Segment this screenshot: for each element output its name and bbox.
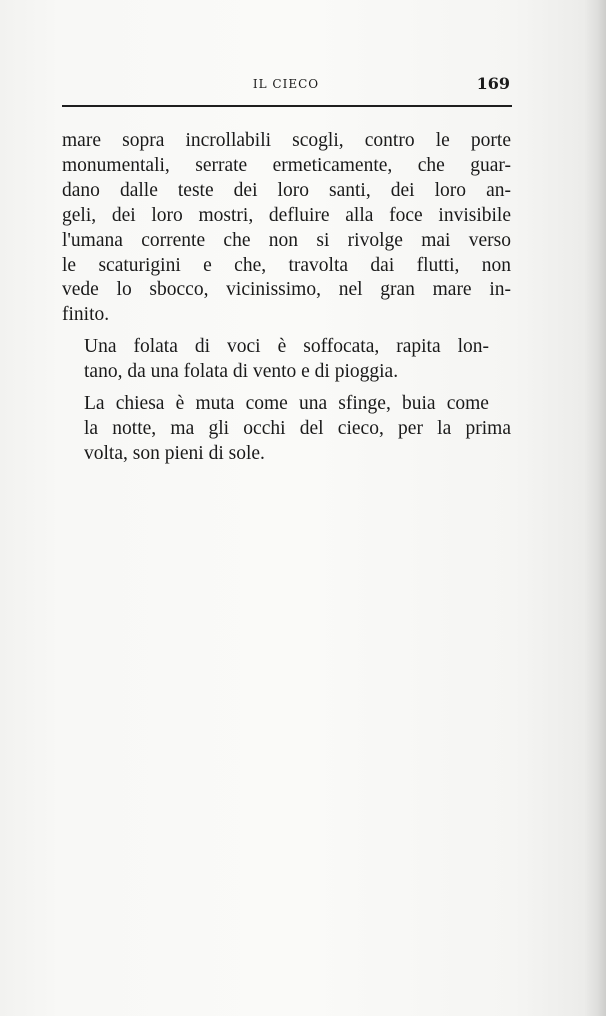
text-line: La chiesa è muta come una sfinge, buia come <box>84 393 489 415</box>
paragraph-2 <box>62 335 511 385</box>
running-title: IL CIECO <box>252 77 320 91</box>
text-line: geli, dei loro mostri, defluire alla foce invisibile <box>62 204 511 226</box>
running-head <box>62 74 510 96</box>
text-line: Una folata di voci è soffocata, rapita lon- <box>84 336 490 358</box>
text-line: mare sopra incrollabili scogli, contro le porte <box>62 130 511 151</box>
body-text <box>62 129 511 474</box>
text-line: tano, da una folata di vento e di pioggia. <box>84 361 399 383</box>
text-line: l'umana corrente che non si rivolge mai verso <box>62 229 512 251</box>
text-line: la notte, ma gli occhi del cieco, per la prima <box>84 417 511 439</box>
text-line: le scaturigini e che, travolta dai flutti, non <box>62 254 512 276</box>
page-edge-shadow <box>584 0 606 1016</box>
text-line: finito. <box>62 304 110 326</box>
page-number: 169 <box>476 74 510 93</box>
text-line: vede lo sbocco, vicinissimo, nel gran mare in- <box>62 279 511 301</box>
text-line: dano dalle teste dei loro santi, dei loro an- <box>62 179 511 201</box>
text-line: volta, son pieni di sole. <box>84 442 265 464</box>
header-rule <box>62 105 512 107</box>
text-line: monumentali, serrate ermeticamente, che guar- <box>62 154 512 176</box>
paragraph-1 <box>62 129 511 328</box>
paragraph-3 <box>62 392 511 467</box>
